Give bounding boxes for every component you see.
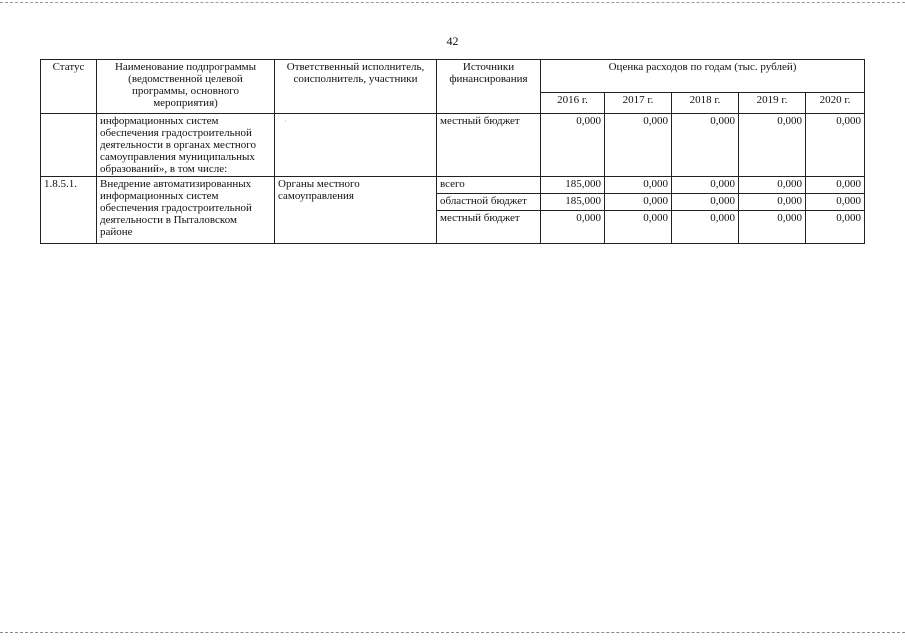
value-cell: 0,000 xyxy=(739,194,806,211)
header-sources: Источники финансирования xyxy=(437,60,541,114)
value-cell: 0,000 xyxy=(739,114,806,177)
value-cell: 0,000 xyxy=(605,194,672,211)
value-cell: 0,000 xyxy=(739,211,806,244)
table-row xyxy=(41,114,865,177)
budget-table xyxy=(40,59,865,244)
header-row xyxy=(41,60,865,93)
source-cell: местный бюджет xyxy=(437,114,541,177)
value-cell: 0,000 xyxy=(605,177,672,194)
page-number: 42 xyxy=(446,34,459,48)
value-cell: 0,000 xyxy=(672,177,739,194)
header-year: 2020 г. xyxy=(806,93,865,114)
value-cell: 0,000 xyxy=(605,114,672,177)
header-year: 2018 г. xyxy=(672,93,739,114)
header-year: 2017 г. xyxy=(605,93,672,114)
header-expenses: Оценка расходов по годам (тыс. рублей) xyxy=(541,60,865,93)
value-cell: 0,000 xyxy=(672,211,739,244)
executor-cell xyxy=(275,114,437,177)
header-year: 2016 г. xyxy=(541,93,605,114)
executor-cell: Органы местного самоуправления xyxy=(275,177,437,244)
table-row xyxy=(41,177,865,194)
header-name: Наименование подпрограммы (ведомственной целевой программы, основного мероприятия) xyxy=(97,60,275,114)
source-cell: областной бюджет xyxy=(437,194,541,211)
header-year: 2019 г. xyxy=(739,93,806,114)
source-cell: местный бюджет xyxy=(437,211,541,244)
value-cell: 0,000 xyxy=(672,114,739,177)
value-cell: 0,000 xyxy=(672,194,739,211)
name-cell: информационных систем обеспечения градостроительной деятельности в органах местного самоуправления муниципальных образований», в том числе: xyxy=(97,114,275,177)
value-cell: 0,000 xyxy=(541,114,605,177)
header-status: Статус xyxy=(41,60,97,114)
scan-speck: · xyxy=(284,117,287,126)
value-cell: 0,000 xyxy=(806,177,865,194)
value-cell: 0,000 xyxy=(541,211,605,244)
value-cell: 0,000 xyxy=(806,194,865,211)
value-cell: 0,000 xyxy=(806,211,865,244)
value-cell: 0,000 xyxy=(806,114,865,177)
value-cell: 0,000 xyxy=(605,211,672,244)
status-cell: 1.8.5.1. xyxy=(41,177,97,244)
value-cell: 185,000 xyxy=(541,194,605,211)
source-cell: всего xyxy=(437,177,541,194)
value-cell: 0,000 xyxy=(739,177,806,194)
value-cell: 185,000 xyxy=(541,177,605,194)
scan-edge-top xyxy=(0,2,905,5)
header-executor: Ответственный исполнитель, соисполнитель, участники xyxy=(275,60,437,114)
status-cell xyxy=(41,114,97,177)
scan-edge-bottom xyxy=(0,632,905,635)
name-cell: Внедрение автоматизированных информационных систем обеспечения градостроительной деятельности в Пыталовском районе xyxy=(97,177,275,244)
